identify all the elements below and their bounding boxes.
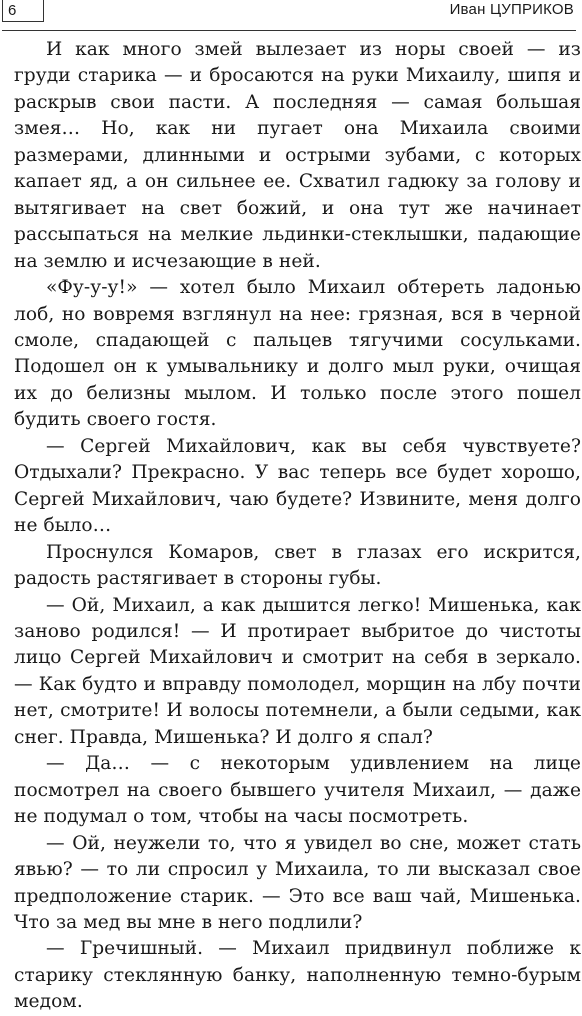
paragraph: — Сергей Михайлович, как вы себя чувствуете? Отдыхали? Прекрасно. У вас теперь все будет хорошо, Сергей Михайлович, чаю будете? Извините, меня долго не было… [14,435,581,537]
body-text [14,37,581,1016]
running-head-author: Иван ЦУПРИКОВ [449,1,574,18]
paragraph: — Ой, Михаил, а как дышится легко! Мишенька, как заново родился! — И протирает выбритое до чистоты лицо Сергей Михайлович и смотрит на себя в зеркало. — Как будто и вправду помолодел, морщин на лбу почти нет, смотрите! И волосы потемнели, а были седыми, как снег. Правда, Мишенька? И долго я спал? [14,594,581,748]
paragraph: Проснулся Комаров, свет в глазах его искрится, радость растягивает в стороны губы. [14,541,581,590]
paragraph: — Да… — с некоторым удивлением на лице посмотрел на своего бывшего учителя Михаил, — даже не подумал о том, чтобы на часы посмотреть. [14,753,581,828]
paragraph: «Фу-у-у!» — хотел было Михаил обтереть ладонью лоб, но вовремя взглянул на нее: грязная, вся в черной смоле, спадающей с пальцев тягучими сосульками. Подошел он к умывальнику и долго мыл руки, очищая их до белизны мылом. И только после этого пошел будить своего гостя. [14,277,581,431]
page-number: 6 [2,0,44,22]
paragraph: — Гречишный. — Михаил придвинул поближе к старику стеклянную банку, наполненную темно-бурым медом. [14,938,581,1013]
paragraph: И как много змей вылезает из норы своей — из груди старика — и бросаются на руки Михаилу, шипя и раскрыв свои пасти. А последняя — самая большая змея… Но, как ни пугает она Михаила своими размерами, длинными и острыми зубами, с которых капает яд, а он сильнее ее. Схватил гадюку за голову и вытягивает на свет божий, и она тут же начинает рассыпаться на мелкие льдинки-стеклышки, падающие на землю и исчезающие в ней. [14,39,581,272]
paragraph: — Ой, неужели то, что я увидел во сне, может стать явью? — то ли спросил у Михаила, то ли высказал свое предположение старик. — Это все ваш чай, Мишенька. Что за мед вы мне в него подлили? [14,832,581,933]
running-head [2,0,576,31]
